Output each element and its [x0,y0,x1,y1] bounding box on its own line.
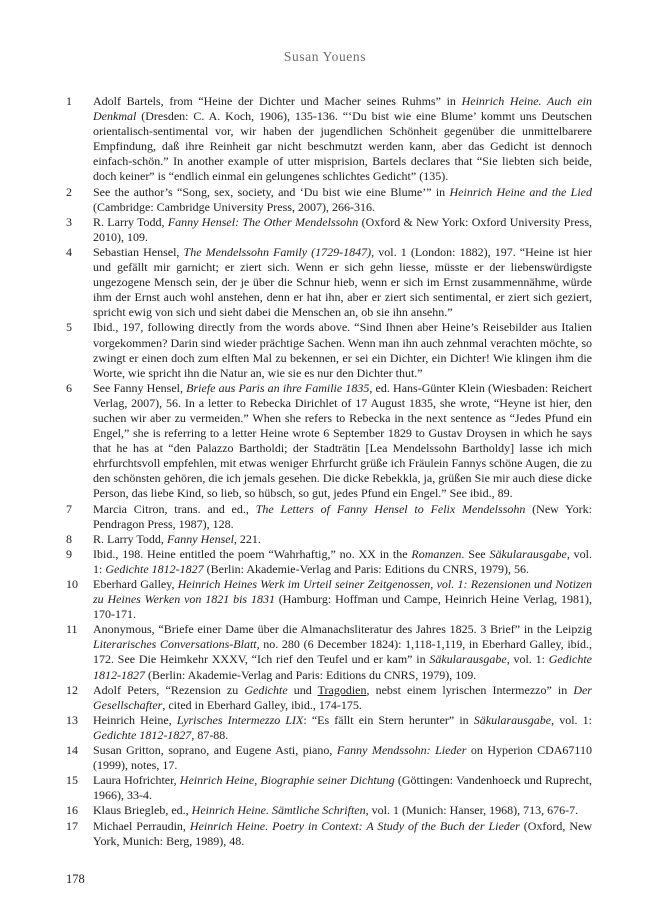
endnote-text [93,683,592,713]
endnote [66,381,592,502]
endnote [66,773,592,803]
note-text: Heinrich Heine, [93,712,177,727]
note-text: (Berlin: Akademie-Verlag and Paris: Editions du CNRS, 1979), 109. [145,667,477,682]
endnote [66,803,592,818]
endnote [66,622,592,682]
endnote-number: 14 [66,743,78,758]
note-text: (Göttingen: Vandenhoeck und Ruprecht, 1966), 33-4. [93,773,592,803]
italic-title: Briefe aus Paris an ihre Familie 1835 [186,380,370,395]
note-text: Ibid., 198. Heine entitled the poem “Wahrhaftig,” no. XX in the [93,546,412,561]
italic-title: Fanny Hensel: The Other Mendelssohn [167,214,359,229]
italic-title: Gedichte 1812-1827 [93,652,592,682]
note-text: Sebastian Hensel, [93,244,184,259]
endnote-number: 2 [66,184,72,199]
endnote-number: 6 [66,380,72,395]
note-text: Eberhard Galley, [93,577,178,591]
italic-title: Lyrisches Intermezzo LIX [176,712,304,727]
note-text: (Cambridge: Cambridge University Press, 2007), 266-316. [93,199,375,214]
endnote [66,713,592,743]
endnote-number: 10 [66,577,78,591]
italic-title: Romanzen [411,546,462,561]
endnote-number: 11 [66,622,78,637]
italic-title: Gedichte [244,682,288,697]
note-text: , vol. 1: [93,546,593,576]
endnote [66,577,592,622]
note-text: (Oxford & New York: Oxford University Press, 2010), 109. [93,214,592,244]
note-text: Susan Gritton, soprano, and Eugene Asti, piano, [93,743,337,758]
italic-title: Literarisches Conversations-Blatt [93,637,257,652]
note-text: Marcia Citron, trans. and ed., [93,501,256,516]
note-text: Adolf Bartels, from “Heine der Dichter und Macher seines Ruhms” in [93,94,462,108]
endnote [66,215,592,245]
italic-title: Heinrich Heine. Poetry in Context: A Study of the Buch der Lieder [189,818,520,833]
endnote [66,819,592,849]
endnote-number: 16 [66,803,78,818]
endnote [66,320,592,380]
italic-title: Gedichte 1812-1827 [105,561,204,576]
endnote-text [93,743,592,773]
note-text: , ed. Hans-Günter Klein (Wiesbaden: Reichert Verlag, 2007), 56. In a letter to Rebecka Dirichlet of 17 August 1835, she wrote, “Heyne ist hier, den suchen wir aber zu vermeiden.” When she refers to Rebecka in the next sentence as “Jedes Pfund ein Engel,” she is referring to a letter Heine wrote 6 September 1829 to Gustav Droysen in which he says that he has at “den Palazzo Bartholdi; der Stadträtin [Lea Mendelssohn Bartholdy] lasse ich mich ehrfurchtsvoll empfehlen, mit etwas weniger Ehrfurcht grüße ich Fräulein Fannys schöne Augen, die zu den schönsten gehören, die ich jemals gesehen. Die dicke Rebekkla, ja, grüßen Sie mir auch diese dicke Person, das liebe Kind, so lieb, so hübsch, so gut, jedes Pfund ein Engel.” See ibid., 89. [93,380,592,501]
note-text: . See [461,546,490,561]
endnote [66,94,592,185]
note-text: , 221. [233,531,261,546]
endnote-text [93,320,592,380]
note-text: , no. 280 (6 December 1824): 1,118-1,119, in Eberhard Galley, ibid., 172. See Die Heimkehr XXXV, “Ich rief den Teufel und er kam” in [93,637,592,667]
note-text: See the author’s “Song, sex, society, and ‘Du bist wie eine Blume’” in [93,184,450,199]
note-text: , cited in Eberhard Galley, ibid., 174-175. [162,697,362,712]
note-text: , 87-88. [191,727,229,742]
note-text: , vol. 1 (Munich: Hanser, 1968), 713, 676-7. [365,803,579,818]
endnote [66,245,592,320]
italic-title: Fanny Mendssohn: Lieder [336,743,467,758]
note-text: Klaus Briegleb, ed., [93,803,192,818]
endnote-text [93,622,592,682]
running-head: Susan Youens [283,49,367,64]
note-text: , nebst einem lyrischen Intermezzo” in [366,682,574,697]
endnote-number: 5 [66,320,72,335]
endnote-text [93,185,592,215]
endnote-text [93,547,592,577]
endnote-number: 15 [66,773,78,788]
note-text: See Fanny Hensel, [93,380,187,395]
endnote-text [93,532,592,547]
note-text: : “Es fällt ein Stern herunter” in [303,712,474,727]
endnote [66,683,592,713]
page-number: 178 [66,872,85,886]
note-text: Ibid., 197, following directly from the words above. “Sind Ihnen aber Heine’s Reisebilder aus Italien vorgekommen? Darin sind wieder prächtige Sachen. Wenn man ihn auch zehnmal verachten möchte, so zwingt er einen doch zum elften Mal zu bekennen, er sei ein Dichter, ein Dichter! Wie klingen ihm die Worte, wie spricht ihn die Natur an, wie sie es nur den Dichter thut.” [93,320,592,380]
endnote [66,185,592,215]
italic-title: Fanny Hensel [166,531,234,546]
endnote [66,532,592,547]
note-text: , vol. 1: [551,712,592,727]
italic-title: Säkularausgabe [473,712,552,727]
endnote-text [93,381,592,502]
italic-title: The Letters of Fanny Hensel to Felix Mendelssohn [255,501,526,516]
endnote-text [93,94,592,185]
endnote-number: 9 [66,546,72,561]
italic-title: Säkularausgabe [489,546,567,561]
endnote-number: 12 [66,682,78,697]
endnote-number: 4 [66,244,72,259]
endnotes-list [66,94,592,849]
note-text: R. Larry Todd, [93,214,168,229]
italic-title: Der Gesellschafter [93,682,592,712]
note-text: on Hyperion CDA67110 (1999), notes, 17. [93,743,592,773]
endnote-text [93,803,592,818]
endnote-text [93,577,592,622]
note-text: Laura Hofrichter, [93,773,180,788]
italic-title: Heinrich Heine. Sämtliche Schriften [191,803,366,818]
endnote-text [93,215,592,245]
endnote-number: 7 [66,501,72,516]
italic-title: Heinrich Heines Werk im Urteil seiner Zeitgenossen, vol. 1: Rezensionen und Notizen zu Heines Werken von 1821 bis 1831 [93,577,592,607]
endnote-text [93,502,592,532]
endnote-number: 1 [66,94,72,108]
endnote [66,743,592,773]
italic-title: Heinrich Heine and the Lied [449,184,593,199]
italic-title: Gedichte 1812-1827 [93,727,192,742]
endnote [66,502,592,532]
endnote-number: 13 [66,712,78,727]
note-text: (Hamburg: Hoffman und Campe, Heinrich Heine Verlag, 1981), 170-171. [93,592,592,622]
note-text: und [287,682,318,697]
endnote-text [93,819,592,849]
note-text: Michael Perraudin, [93,818,190,833]
italic-title: The Mendelssohn Family (1729-1847) [183,244,372,259]
endnote-number: 17 [66,818,78,833]
italic-title: Säkularausgabe [429,652,507,667]
note-text: (Oxford, New York, Munich: Berg, 1989), 48. [93,818,593,848]
note-text: Anonymous, “Briefe einer Dame über die Almanachsliteratur des Jahres 1825. 3 Brief” in the Leipzig [93,622,592,637]
italic-title: Heinrich Heine, Biographie seiner Dichtung [179,773,395,788]
note-text: (New York: Pendragon Press, 1987), 128. [93,501,592,531]
note-text: (Dresden: C. A. Koch, 1906), 135-136. “‘Du bist wie eine Blume’ kommt uns Deutschen orientalisch-sentimental vor, wir haben der jugendlichen Schönheit gegenüber die unmittelbarere Empfindung, daß ihre Reinheit gar nicht beschmutzt werden kann, aber das Gedicht ist dennoch einfach-schön.” In another example of utter misprision, Bartels declares that “Sie liebten sich beide, doch keiner” is “endlich einmal ein gelungenes schlichtes Gedicht” (135). [93,109,592,184]
note-text: , vol. 1: [506,652,549,667]
note-text: Adolf Peters, “Rezension zu [93,682,245,697]
note-text: , vol. 1 (London: 1882), 197. “Heine ist hier und gefällt mir garnicht; er ziert sich. Wenn er sich gehn liesse, müsste er der liebenswürdigste ungezogene Mensch sein, der je über die Schnur hieb, wenn er sich im Ernst zusammennähme, würde ihm der Ernst auch wohl anstehen, denn er hat ihn, aber er ziert sich sentimental, er ziert sich geziert, spricht ewig von sich und sieht dabei die Menschen an, ob sie ihn ansehn.” [93,244,593,320]
endnote-text [93,245,592,320]
underlined-text: Tragodien [317,682,367,697]
endnote-number: 8 [66,531,72,546]
endnote-number: 3 [66,214,72,229]
endnote-text [93,713,592,743]
note-text: (Berlin: Akademie-Verlag and Paris: Editions du CNRS, 1979), 56. [203,561,529,576]
italic-title: Heinrich Heine. Auch ein Denkmal [93,94,592,124]
endnote-text [93,773,592,803]
endnote [66,547,592,577]
note-text: R. Larry Todd, [93,531,167,546]
